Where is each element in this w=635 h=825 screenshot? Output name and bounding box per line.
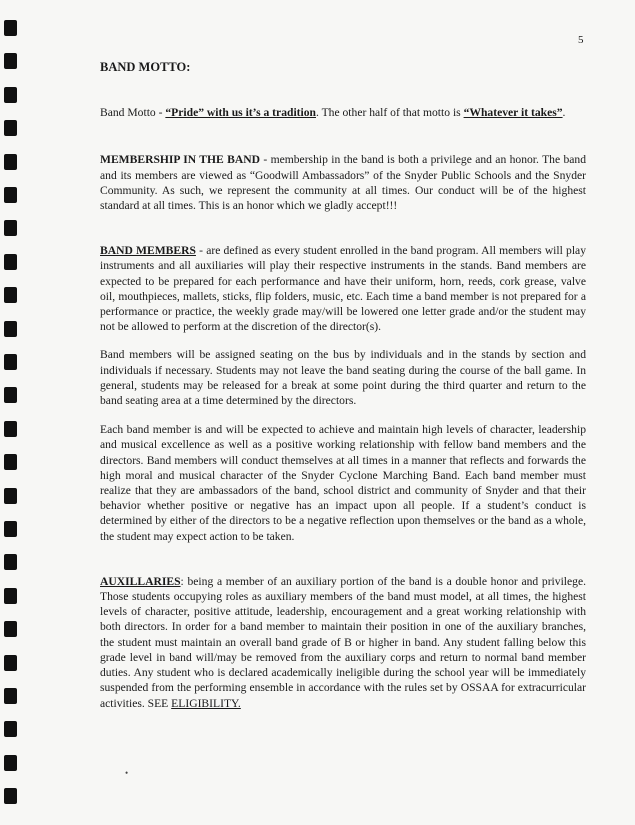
binding-hole	[4, 220, 17, 236]
binding-hole	[4, 53, 17, 69]
binding-hole	[4, 120, 17, 136]
spiral-binding	[4, 20, 18, 820]
binding-hole	[4, 321, 17, 337]
binding-hole	[4, 20, 17, 36]
motto-prefix: Band Motto -	[100, 106, 166, 120]
document-body	[100, 60, 586, 711]
motto-end: .	[562, 106, 566, 120]
membership-paragraph	[100, 152, 586, 213]
binding-hole	[4, 521, 17, 537]
binding-hole	[4, 354, 17, 370]
binding-hole	[4, 688, 17, 704]
binding-hole	[4, 721, 17, 737]
binding-hole	[4, 187, 17, 203]
second-motto: “Whatever it takes”	[463, 106, 563, 120]
membership-heading: MEMBERSHIP IN THE BAND	[100, 153, 260, 167]
band-members-paragraph-1	[100, 243, 586, 334]
motto-text: “Pride” with us it’s a tradition	[165, 106, 316, 120]
band-members-heading: BAND MEMBERS	[100, 244, 196, 258]
binding-hole	[4, 154, 17, 170]
auxillaries-paragraph	[100, 574, 586, 711]
binding-hole	[4, 621, 17, 637]
page-number: 5	[578, 34, 584, 46]
binding-hole	[4, 87, 17, 103]
auxillaries-text: : being a member of an auxiliary portion of the band is a double honor and privilege. Those students occupying roles as auxiliary members of the band must model, at all times, the highest levels of character, positive attitude, leadership, encouragement and a great working relationship with both directors. In order for a band member to maintain their position in one of the auxiliary branches, the student must maintain an overall band grade of B or higher in band. Any student falling below this grade level in band will/may be removed from the auxiliary corps and return to normal band member duties. Any student who is declared academically ineligible during the school year will be immediately suspended from the performing ensemble in accordance with the rules set by OSSAA for extracurricular activities. SEE	[100, 574, 586, 710]
binding-hole	[4, 254, 17, 270]
scan-speck: •	[125, 768, 129, 778]
motto-paragraph	[100, 105, 586, 120]
binding-hole	[4, 788, 17, 804]
motto-middle: . The other half of that motto is	[316, 106, 464, 120]
binding-hole	[4, 287, 17, 303]
binding-hole	[4, 421, 17, 437]
binding-hole	[4, 454, 17, 470]
auxillaries-heading: AUXILLARIES	[100, 574, 181, 588]
binding-hole	[4, 488, 17, 504]
membership-text: - membership in the band is both a privilege and an honor. The band and its members are viewed as “Goodwill Ambassadors” of the Snyder Public Schools and the Snyder Community. As such, we represent the community at all times. Our conduct will be of the highest standard at all times. This is an honor which we gladly accept!!!	[100, 153, 586, 213]
band-motto-title: BAND MOTTO:	[100, 60, 191, 74]
binding-hole	[4, 554, 17, 570]
band-members-text-1: - are defined as every student enrolled in the band program. All members will play instruments and all auxiliaries will play their respective instruments in the stands. Band members are expected to be prepared for each performance and have their uniform, horn, reeds, cork grease, valve oil, mouthpieces, mallets, sticks, flip folders, music, etc. Each time a band member is not prepared for a performance or practice, the weekly grade may/will be lowered one letter grade and/or the student may not be allowed to perform at the discretion of the director(s).	[100, 244, 586, 334]
binding-hole	[4, 588, 17, 604]
eligibility-link[interactable]: ELIGIBILITY.	[171, 696, 241, 710]
binding-hole	[4, 655, 17, 671]
binding-hole	[4, 387, 17, 403]
binding-hole	[4, 755, 17, 771]
band-members-paragraph-2: Band members will be assigned seating on the bus by individuals and in the stands by section and individuals if necessary. Students may not leave the band seating during the course of the ball game. In general, students may be released for a break at some point during the third quarter and return to the band seating area at a time determined by the directors.	[100, 348, 586, 408]
band-members-paragraph-3: Each band member is and will be expected to achieve and maintain high levels of character, leadership and musical excellence as well as a positive working relationship with fellow band members and the directors. Band members will conduct themselves at all times in a manner that reflects and forwards the high moral and musical character of the Snyder Cyclone Marching Band. Each band member must realize that they are ambassadors of the band, school district and community of Snyder and that their behavior whether positive or negative has an impact upon all people. If a student’s conduct is determined by either of the directors to be a negative reflection upon themselves or the band as a whole, the student may expect action to be taken.	[100, 423, 586, 543]
